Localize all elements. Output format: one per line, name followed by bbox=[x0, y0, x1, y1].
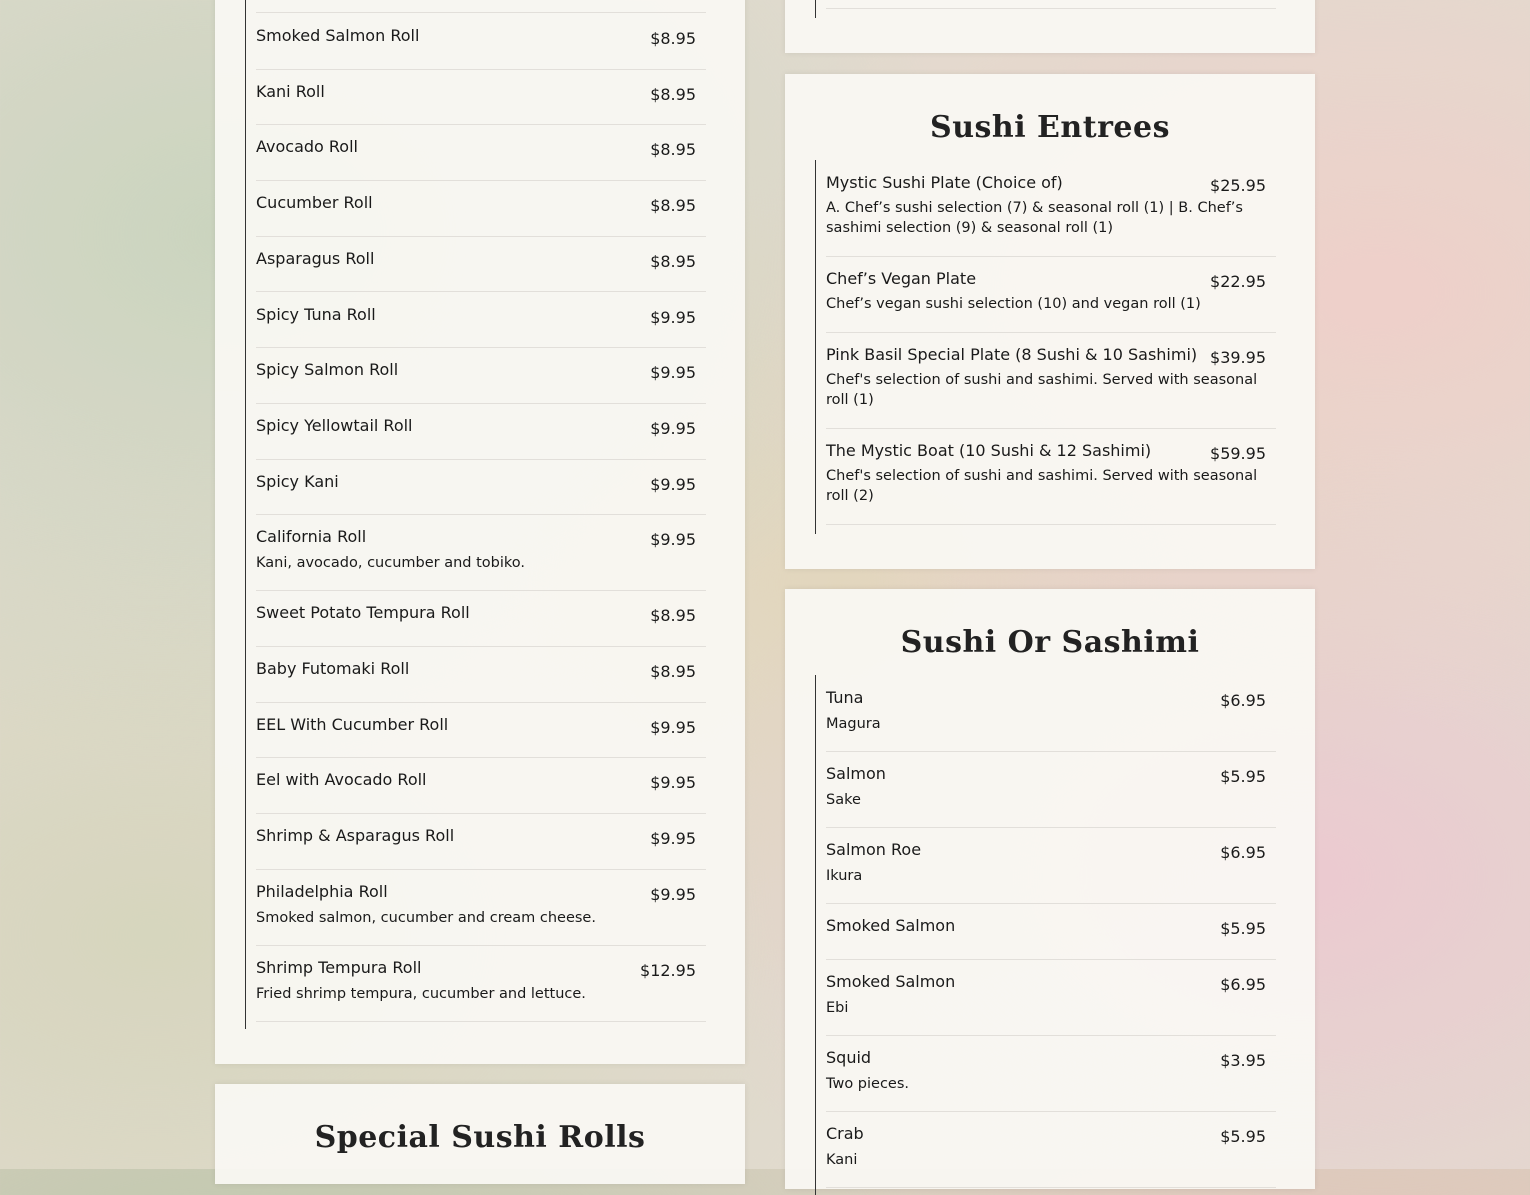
menu-item bbox=[256, 292, 706, 349]
menu-item bbox=[256, 236, 706, 293]
menu-item bbox=[256, 180, 706, 237]
menu-item bbox=[826, 332, 1276, 429]
menu-item bbox=[826, 256, 1276, 333]
menu-item bbox=[826, 751, 1276, 828]
menu-item-price: $9.95 bbox=[650, 884, 696, 904]
menu-item-description: Magura bbox=[826, 716, 881, 732]
menu-item-price: $59.95 bbox=[1210, 444, 1266, 463]
menu-item-price: $12.95 bbox=[640, 960, 696, 980]
menu-item-name: Spicy Yellowtail Roll bbox=[256, 415, 413, 435]
menu-item-description: roll (1) bbox=[826, 392, 874, 408]
menu-item-price: $8.95 bbox=[650, 140, 696, 160]
menu-item-description: Ebi bbox=[826, 1000, 849, 1016]
menu-item-name: Spicy Kani bbox=[256, 471, 339, 491]
sushi-or-sashimi-list bbox=[815, 675, 1276, 1195]
menu-item-price: $8.95 bbox=[650, 84, 696, 104]
menu-item-name: Philadelphia Roll bbox=[256, 881, 388, 901]
sushi-rolls-list bbox=[245, 0, 706, 1029]
list-item-divider bbox=[826, 0, 1276, 9]
menu-item-description: Ikura bbox=[826, 868, 863, 884]
menu-item-name: Sweet Potato Tempura Roll bbox=[256, 603, 470, 623]
menu-item bbox=[826, 827, 1276, 904]
menu-item-description: Smoked salmon, cucumber and cream cheese. bbox=[256, 909, 596, 926]
menu-item-name: EEL With Cucumber Roll bbox=[256, 714, 449, 734]
menu-item-price: $8.95 bbox=[650, 251, 696, 271]
sushi-rolls-panel bbox=[215, 0, 745, 1064]
menu-item bbox=[256, 590, 706, 647]
menu-item bbox=[256, 702, 706, 759]
menu-item-price: $8.95 bbox=[650, 196, 696, 216]
menu-item-description: sashimi selection (9) & seasonal roll (1) bbox=[826, 220, 1114, 236]
menu-item-name: Kani Roll bbox=[256, 81, 325, 101]
menu-item-description: Fried shrimp tempura, cucumber and lettuce. bbox=[256, 985, 586, 1002]
menu-item-description: Two pieces. bbox=[826, 1076, 910, 1092]
menu-item-price: $25.95 bbox=[1210, 176, 1266, 195]
menu-item-price: $5.95 bbox=[1220, 1127, 1266, 1146]
menu-item bbox=[256, 869, 706, 946]
menu-item bbox=[826, 1035, 1276, 1112]
section-title: Special Sushi Rolls bbox=[314, 1120, 646, 1155]
menu-item-name: Mystic Sushi Plate (Choice of) bbox=[826, 173, 1063, 192]
menu-item-description: Chef's selection of sushi and sashimi. Served with seasonal bbox=[826, 468, 1258, 484]
menu-item-price: $9.95 bbox=[650, 530, 696, 550]
menu-item bbox=[256, 13, 706, 70]
menu-item-price: $5.95 bbox=[1220, 919, 1266, 938]
menu-item-price: $39.95 bbox=[1210, 348, 1266, 367]
menu-item-name: Smoked Salmon bbox=[826, 916, 956, 935]
menu-item-name: Asparagus Roll bbox=[256, 248, 375, 268]
menu-item-description: Kani, avocado, cucumber and tobiko. bbox=[256, 555, 525, 572]
previous-section-list bbox=[815, 0, 1276, 18]
menu-item-name: Chef’s Vegan Plate bbox=[826, 269, 977, 288]
menu-item bbox=[826, 903, 1276, 960]
menu-item-price: $9.95 bbox=[650, 773, 696, 793]
menu-item-name: Baby Futomaki Roll bbox=[256, 659, 410, 678]
list-item-divider bbox=[256, 0, 706, 13]
menu-item-description: roll (2) bbox=[826, 488, 874, 504]
menu-item-price: $6.95 bbox=[1220, 691, 1266, 710]
menu-item-name: Spicy Tuna Roll bbox=[256, 304, 376, 324]
sushi-entrees-panel bbox=[785, 74, 1315, 569]
menu-item-name: Pink Basil Special Plate (8 Sushi & 10 Sashimi) bbox=[826, 345, 1198, 364]
menu-item-name: Salmon Roe bbox=[826, 840, 922, 859]
section-title: Sushi Entrees bbox=[930, 110, 1170, 145]
menu-item bbox=[256, 124, 706, 181]
menu-item-price: $9.95 bbox=[650, 307, 696, 327]
menu-item-price: $9.95 bbox=[650, 717, 696, 737]
menu-item-price: $6.95 bbox=[1220, 843, 1266, 862]
menu-item-name: Salmon bbox=[826, 764, 886, 783]
menu-item-name: Shrimp & Asparagus Roll bbox=[256, 826, 455, 846]
menu-item-price: $5.95 bbox=[1220, 767, 1266, 786]
menu-item-price: $8.95 bbox=[650, 606, 696, 626]
section-title: Sushi Or Sashimi bbox=[900, 625, 1200, 660]
menu-item-description: Chef’s vegan sushi selection (10) and vegan roll (1) bbox=[826, 296, 1201, 312]
menu-item bbox=[826, 428, 1276, 525]
menu-item-price: $9.95 bbox=[650, 474, 696, 494]
menu-item-name: Squid bbox=[826, 1048, 872, 1067]
menu-item-price: $6.95 bbox=[1220, 975, 1266, 994]
menu-item-name: Crab bbox=[826, 1124, 864, 1143]
menu-item bbox=[256, 347, 706, 404]
menu-item-description: Chef's selection of sushi and sashimi. Served with seasonal bbox=[826, 372, 1258, 388]
menu-item-name: Cucumber Roll bbox=[256, 193, 373, 213]
menu-item bbox=[256, 813, 706, 870]
menu-item-name: Shrimp Tempura Roll bbox=[256, 957, 422, 977]
menu-item-price: $22.95 bbox=[1210, 272, 1266, 291]
menu-item-name: Smoked Salmon Roll bbox=[256, 26, 420, 45]
menu-item-description: Sake bbox=[826, 792, 861, 808]
special-rolls-panel bbox=[215, 1084, 745, 1184]
menu-item bbox=[256, 646, 706, 703]
menu-item bbox=[826, 1111, 1276, 1188]
menu-item-price: $8.95 bbox=[650, 662, 696, 681]
sushi-or-sashimi-panel bbox=[785, 589, 1315, 1189]
menu-item-name: Smoked Salmon bbox=[826, 972, 956, 991]
menu-item bbox=[256, 403, 706, 460]
menu-item bbox=[826, 160, 1276, 257]
menu-item-price: $9.95 bbox=[650, 829, 696, 849]
menu-item bbox=[256, 69, 706, 126]
menu-item bbox=[256, 945, 706, 1022]
menu-item-name: The Mystic Boat (10 Sushi & 12 Sashimi) bbox=[826, 441, 1152, 460]
sushi-entrees-list bbox=[815, 160, 1276, 534]
menu-item-name: Tuna bbox=[826, 688, 864, 707]
menu-item-name: Avocado Roll bbox=[256, 137, 358, 157]
menu-item-price: $8.95 bbox=[650, 29, 696, 48]
menu-item-description: Kani bbox=[826, 1152, 858, 1168]
menu-item-description: A. Chef’s sushi selection (7) & seasonal roll (1) | B. Chef’s bbox=[826, 200, 1243, 216]
menu-item-price: $9.95 bbox=[650, 363, 696, 383]
menu-item bbox=[256, 757, 706, 814]
menu-item bbox=[256, 459, 706, 516]
menu-item-price: $9.95 bbox=[650, 418, 696, 438]
menu-item bbox=[826, 959, 1276, 1036]
menu-item-name: Eel with Avocado Roll bbox=[256, 770, 427, 790]
menu-item-name: Spicy Salmon Roll bbox=[256, 360, 399, 380]
menu-item bbox=[826, 675, 1276, 752]
previous-section-panel bbox=[785, 0, 1315, 53]
menu-item bbox=[256, 514, 706, 591]
menu-item-price: $3.95 bbox=[1220, 1051, 1266, 1070]
menu-item-name: California Roll bbox=[256, 527, 367, 547]
